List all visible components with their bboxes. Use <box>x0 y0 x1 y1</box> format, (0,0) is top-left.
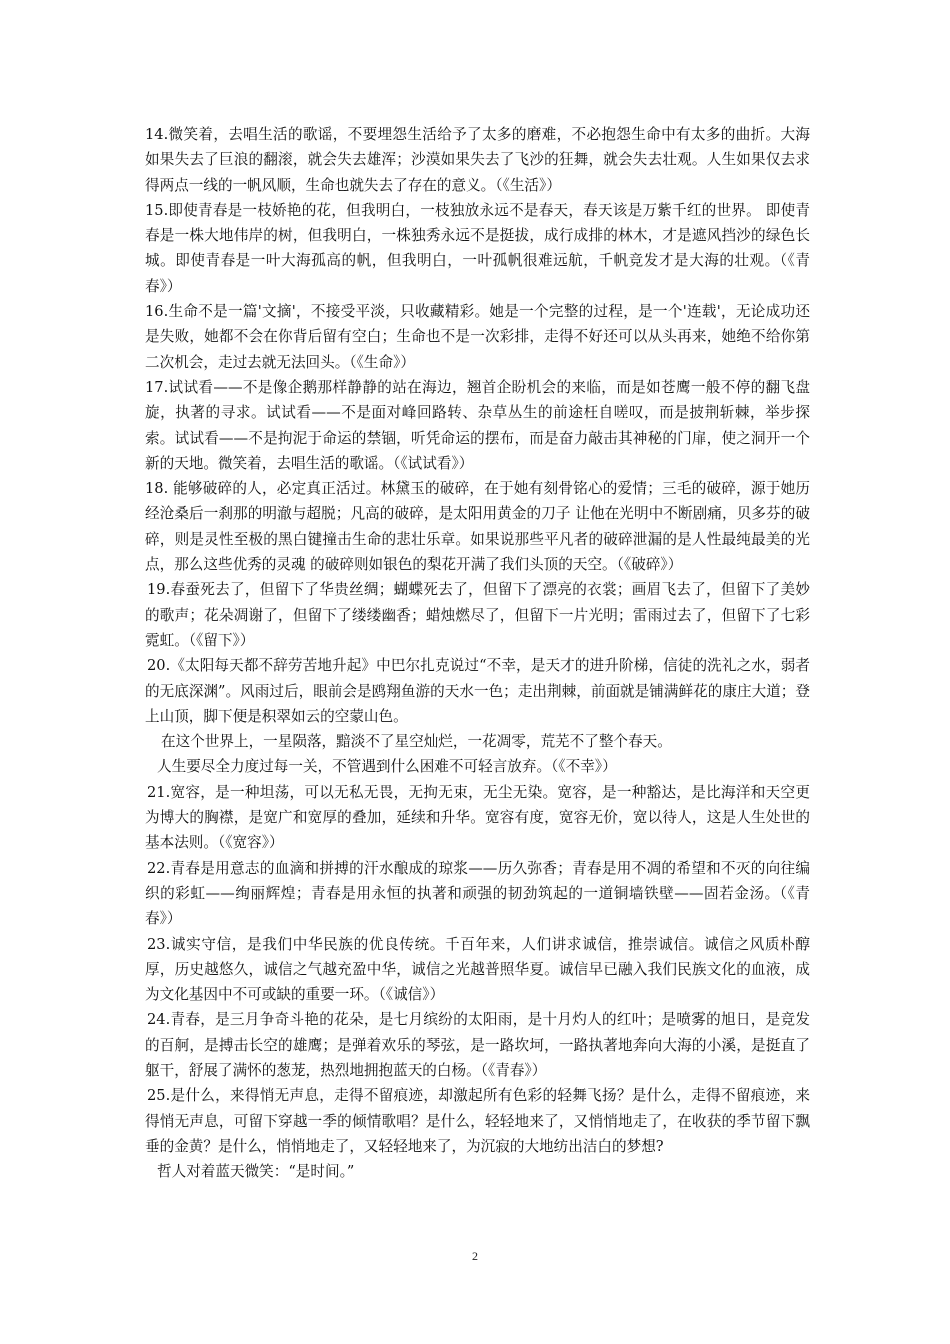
paragraph-19: 19.春蚕死去了，但留下了华贵丝绸；蝴蝶死去了，但留下了漂亮的衣裳；画眉飞去了，但留下了美妙的歌声；花朵凋谢了，但留下了缕缕幽香；蜡烛燃尽了，但留下一片光明；雷雨过去了，但留下了七彩霓虹。（《留下》） <box>145 581 810 649</box>
paragraph-18: 18. 能够破碎的人，必定真正活过。林黛玉的破碎，在于她有刻骨铭心的爱情；三毛的破碎，源于她历经沧桑后一刹那的明澈与超脱；凡高的破碎，是太阳用黄金的刀子 让他在光明中不断剧痛，贝多芬的破碎，则是灵性至极的黑白键撞击生命的悲壮乐章。如果说那些平凡者的破碎泄漏的是人性最纯最美的光点，那么这些优秀的灵魂 的破碎则如银色的梨花开满了我们头顶的天空。（《破碎》） <box>145 480 810 574</box>
paragraph-16: 16.生命不是一篇'文摘'，不接受平淡，只收藏精彩。她是一个完整的过程，是一个'连载'，无论成功还是失败，她都不会在你背后留有空白；生命也不是一次彩排，走得不好还可以从头再来，她绝不给你第二次机会，走过去就无法回头。（《生命》） <box>145 303 810 371</box>
paragraph-25: 25.是什么，来得悄无声息，走得不留痕迹，却激起所有色彩的轻舞飞扬？是什么，走得不留痕迹，来得悄无声息，可留下穿越一季的倾情歌唱？是什么，轻轻地来了，又悄悄地走了，在收获的季节留下飘垂的金黄？是什么，悄悄地走了，又轻轻地来了，为沉寂的大地纺出洁白的梦想? <box>145 1087 810 1155</box>
paragraph-21: 21.宽容，是一种坦荡，可以无私无畏，无拘无束，无尘无染。宽容，是一种豁达，是比海洋和天空更为博大的胸襟，是宽广和宽厚的叠加，延续和升华。宽容有度，宽容无价，宽以待人，这是人生处世的基本法则。（《宽容》） <box>145 783 810 852</box>
paragraph-14: 14.微笑着，去唱生活的歌谣，不要埋怨生活给予了太多的磨难，不必抱怨生命中有太多的曲折。大海如果失去了巨浪的翻滚，就会失去雄浑；沙漠如果失去了飞沙的狂舞，就会失去壮观。人生如果仅去求得两点一线的一帆风顺，生命也就失去了存在的意义。（《生活》） <box>145 126 810 194</box>
page-number: 2 <box>472 1249 478 1263</box>
document-body <box>145 122 810 1184</box>
paragraph-20-line-2: 在这个世界上，一星陨落，黯淡不了星空灿烂，一花凋零，荒芜不了整个春天。 <box>161 733 672 751</box>
paragraph-20-line-3: 人生要尽全力度过每一关，不管遇到什么困难不可轻言放弃。（《不幸》） <box>157 758 617 776</box>
paragraph-24: 24.青春，是三月争奇斗艳的花朵，是七月缤纷的太阳雨，是十月灼人的红叶；是喷雾的旭日，是竞发的百舸，是搏击长空的雄鹰；是弹着欢乐的琴弦，是一路坎坷，一路执著地奔向大海的小溪，是挺直了躯干，舒展了满怀的葱茏，热烈地拥抱蓝天的白杨。（《青春》） <box>145 1011 810 1079</box>
paragraph-25-answer: 哲人对着蓝天微笑：“是时间。” <box>157 1163 355 1181</box>
paragraph-22: 22.青春是用意志的血滴和拼搏的汗水酿成的琼浆——历久弥香；青春是用不凋的希望和不灭的向往编织的彩虹——绚丽辉煌；青春是用永恒的执著和顽强的韧劲筑起的一道铜墙铁壁——固若金汤。（《青春》） <box>145 859 810 928</box>
paragraph-20: 20.《太阳每天都不辞劳苦地升起》中巴尔扎克说过“不幸，是天才的进升阶梯，信徒的洗礼之水，弱者的无底深渊”。风雨过后，眼前会是鸥翔鱼游的天水一色；走出荆棘，前面就是铺满鲜花的康庄大道；登上山顶，脚下便是积翠如云的空蒙山色。 <box>145 657 810 725</box>
paragraph-17: 17.试试看——不是像企鹅那样静静的站在海边，翘首企盼机会的来临，而是如苍鹰一般不停的翻飞盘旋，执著的寻求。试试看——不是面对峰回路转、杂草丛生的前途枉自嗟叹，而是披荆斩棘，举步探索。试试看——不是拘泥于命运的禁锢，听凭命运的摆布，而是奋力敲击其神秘的门扉，使之洞开一个新的天地。微笑着，去唱生活的歌谣。（《试试看》） <box>145 378 810 472</box>
paragraph-15: 15.即使青春是一枝娇艳的花，但我明白，一枝独放永远不是春天，春天该是万紫千红的世界。 即使青春是一株大地伟岸的树，但我明白，一株独秀永远不是挺拔，成行成排的林木，才是遮风挡沙的绿色长城。即使青春是一叶大海孤高的帆，但我明白，一叶孤帆很难远航，千帆竞发才是大海的壮观。（《青春》） <box>145 201 810 295</box>
paragraph-23: 23.诚实守信，是我们中华民族的优良传统。千百年来，人们讲求诚信，推崇诚信。诚信之风质朴醇厚，历史越悠久，诚信之气越充盈中华，诚信之光越普照华夏。诚信早已融入我们民族文化的血液，成为文化基因中不可或缺的重要一环。（《诚信》） <box>145 935 810 1004</box>
